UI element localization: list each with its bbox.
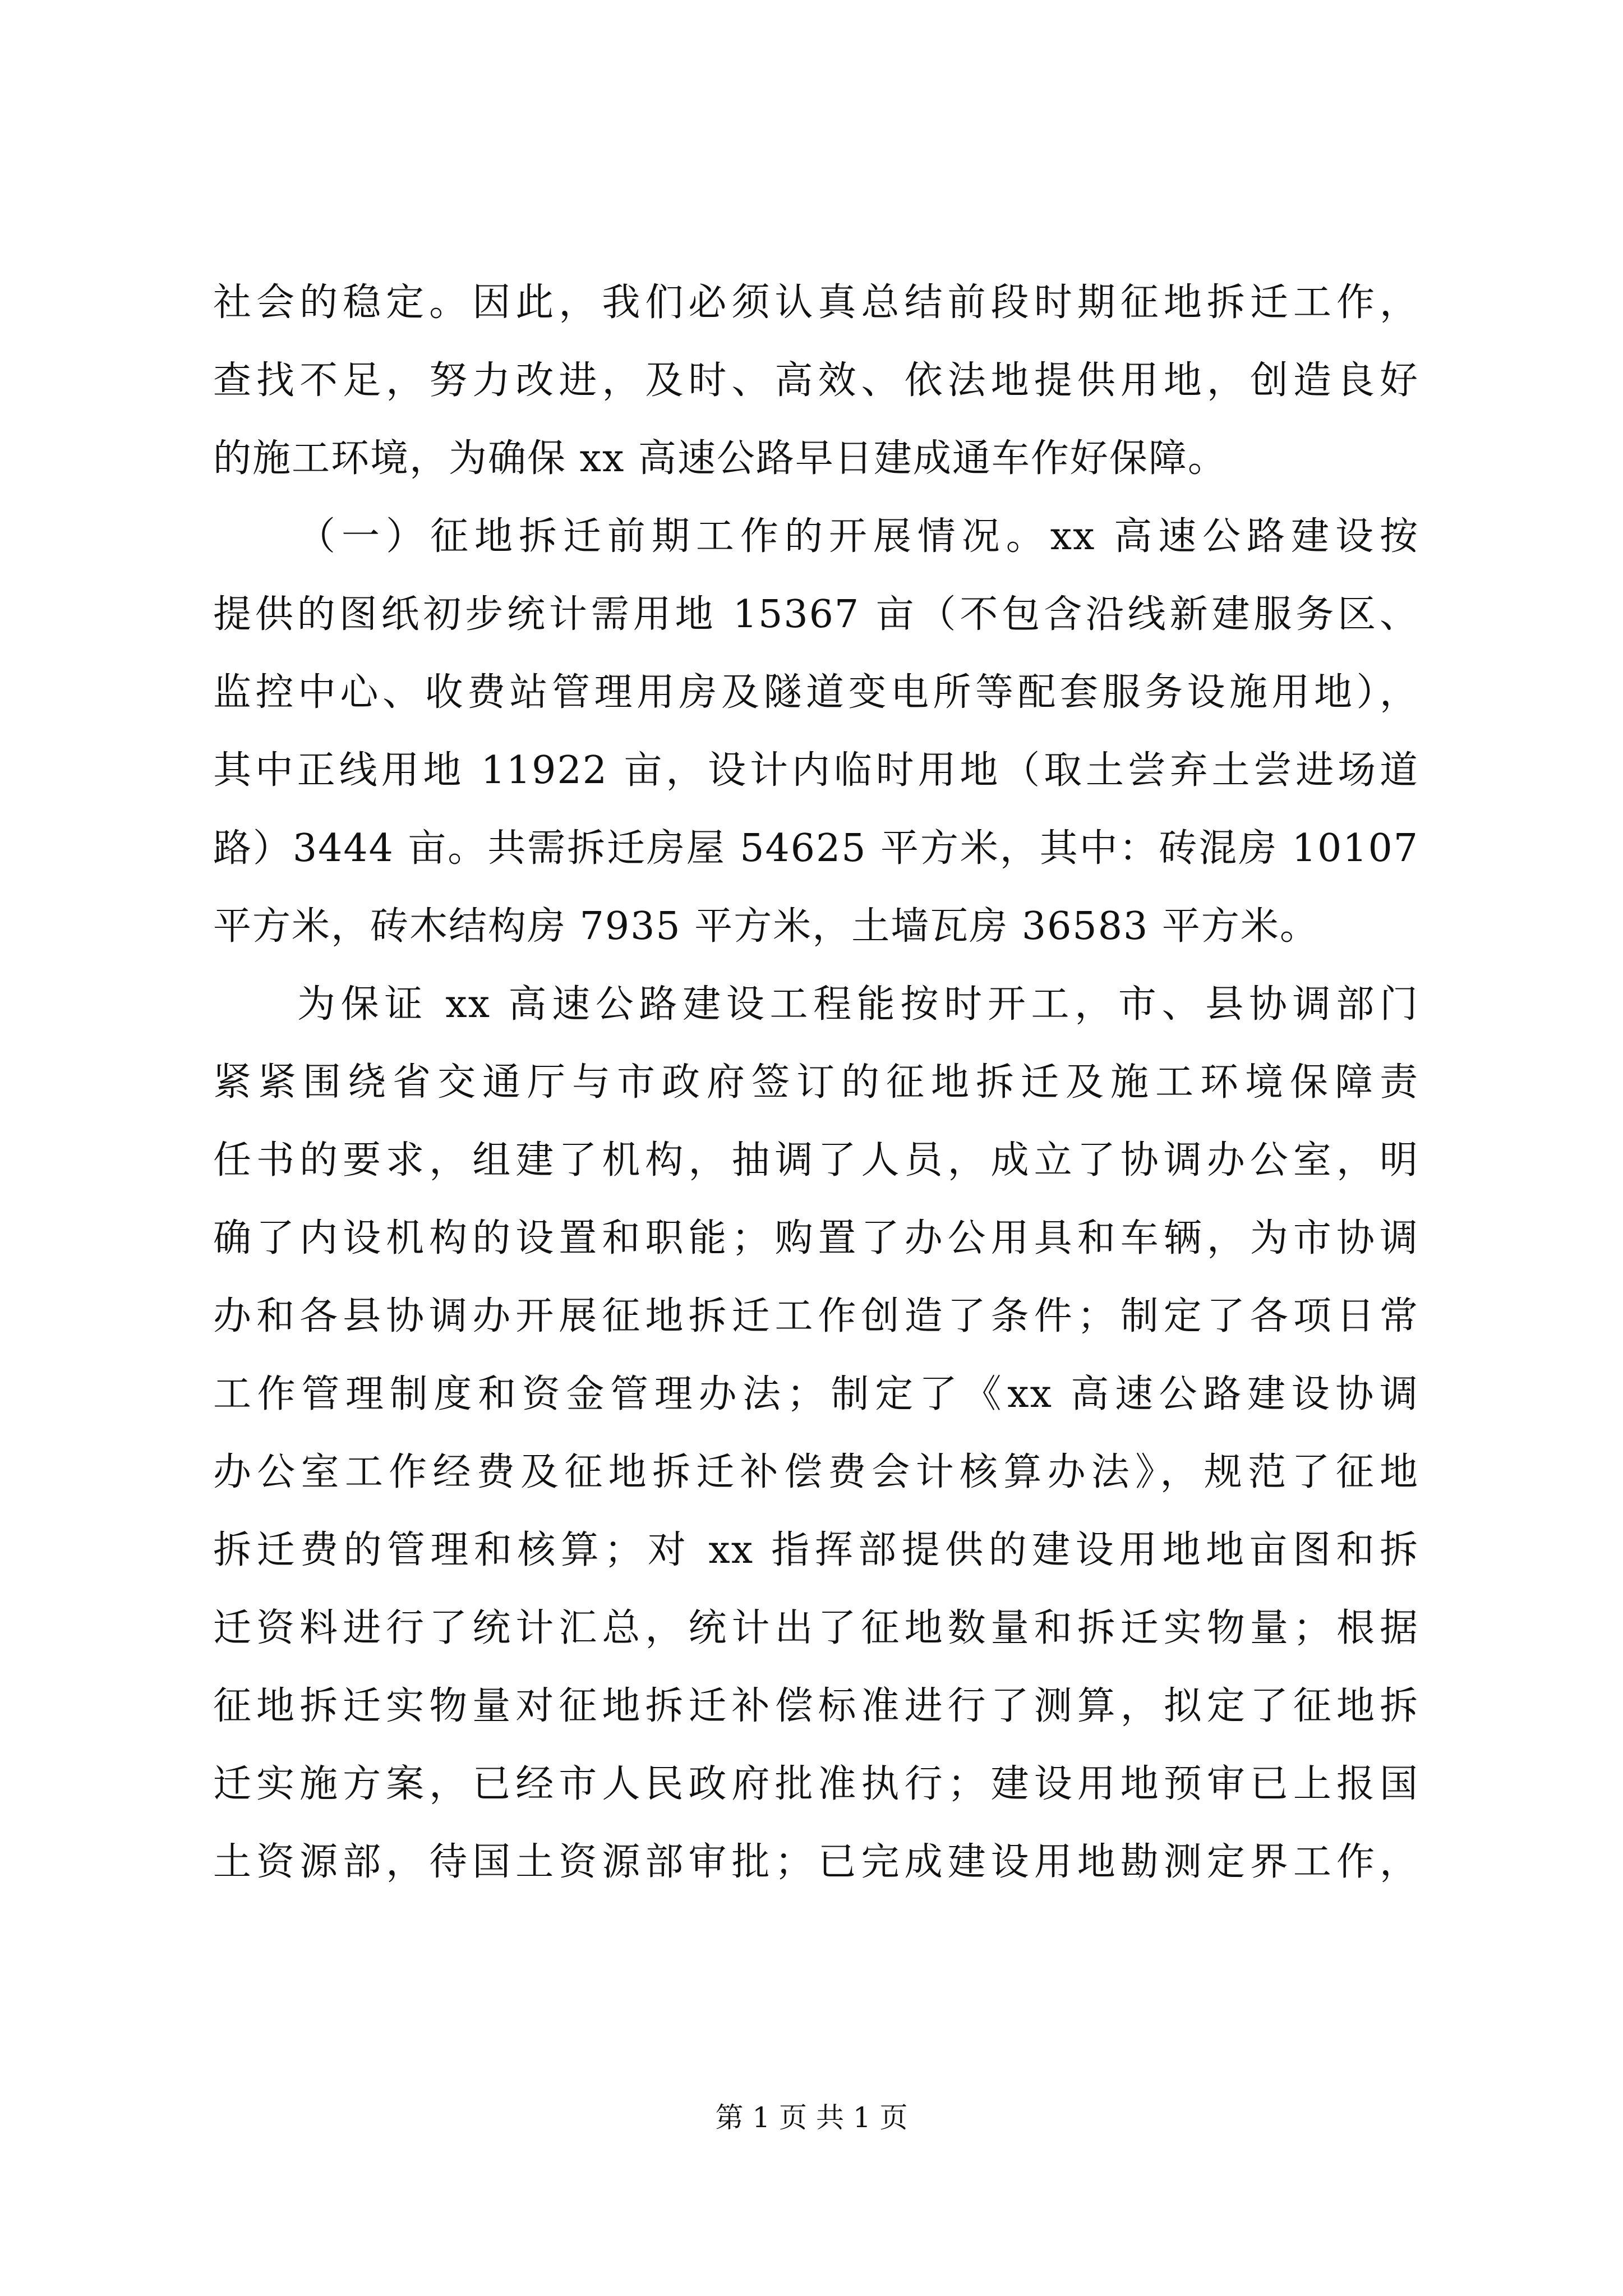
text-line: 查找不足，努力改进，及时、高效、依法地提供用地，创造良好 <box>213 358 1419 403</box>
text-line: 办公室工作经费及征地拆迁补偿费会计核算办法》，规范了征地 <box>213 1450 1419 1494</box>
text-line: 确了内设机构的设置和职能；购置了办公用具和车辆，为市协调 <box>213 1216 1419 1260</box>
text-line: 征地拆迁实物量对征地拆迁补偿标准进行了测算，拟定了征地拆 <box>213 1684 1419 1728</box>
text-line: 迁实施方案，已经市人民政府批准执行；建设用地预审已上报国 <box>213 1762 1419 1806</box>
text-line: 紧紧围绕省交通厅与市政府签订的征地拆迁及施工环境保障责 <box>213 1060 1419 1105</box>
text-line: 土资源部，待国土资源部审批；已完成建设用地勘测定界工作， <box>213 1840 1419 1884</box>
page-footer <box>0 2098 1623 2137</box>
text-line: 迁资料进行了统计汇总，统计出了征地数量和拆迁实物量；根据 <box>213 1606 1419 1650</box>
text-line: 监控中心、收费站管理用房及隧道变电所等配套服务设施用地）， <box>213 670 1419 715</box>
text-line: 平方米，砖木结构房 7935 平方米，土墙瓦房 36583 平方米。 <box>213 904 1319 949</box>
text-line: 其中正线用地 11922 亩，设计内临时用地（取土尝弃土尝进场道 <box>213 748 1419 793</box>
text-line: 工作管理制度和资金管理办法；制定了《xx 高速公路建设协调 <box>213 1372 1419 1416</box>
text-line: 社会的稳定。因此，我们必须认真总结前段时期征地拆迁工作， <box>213 280 1419 325</box>
text-line: 办和各县协调办开展征地拆迁工作创造了条件；制定了各项日常 <box>213 1294 1419 1338</box>
text-line: 拆迁费的管理和核算；对 xx 指挥部提供的建设用地地亩图和拆 <box>213 1528 1419 1572</box>
text-line: 为保证 xx 高速公路建设工程能按时开工，市、县协调部门 <box>297 982 1419 1027</box>
text-line: 提供的图纸初步统计需用地 15367 亩（不包含沿线新建服务区、 <box>213 592 1419 637</box>
text-line: 任书的要求，组建了机构，抽调了人员，成立了协调办公室，明 <box>213 1138 1419 1182</box>
text-line: 路）3444 亩。共需拆迁房屋 54625 平方米，其中：砖混房 10107 <box>213 826 1419 871</box>
text-line: （一）征地拆迁前期工作的开展情况。xx 高速公路建设按 <box>297 514 1419 559</box>
text-line: 的施工环境，为确保 xx 高速公路早日建成通车作好保障。 <box>213 436 1227 481</box>
page-number-label: 第 1 页 共 1 页 <box>715 2101 908 2134</box>
body-text <box>213 264 1419 1901</box>
